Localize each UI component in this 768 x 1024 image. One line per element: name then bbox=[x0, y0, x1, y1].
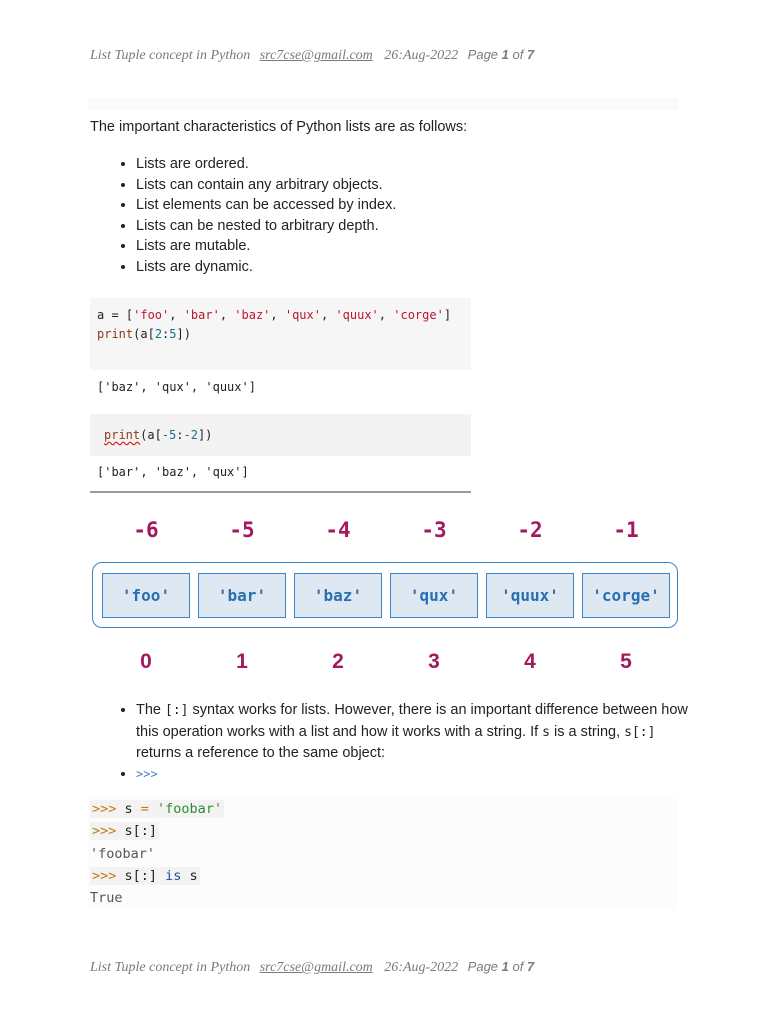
header-date: 26:Aug-2022 bbox=[384, 48, 459, 63]
footer-page-number: Page 1 of 7 bbox=[467, 959, 535, 974]
code-output-2: ['bar', 'baz', 'qux'] bbox=[97, 465, 249, 479]
repl-line: >>> s = 'foobar' bbox=[92, 801, 223, 817]
list-item: • Lists are ordered. bbox=[136, 154, 396, 175]
list-item: • List elements can be accessed by index. bbox=[136, 195, 396, 216]
repl-line: >>> s[:] is s bbox=[92, 868, 198, 884]
negative-index-label: -1 bbox=[613, 518, 639, 542]
divider bbox=[90, 491, 471, 493]
list-item: • Lists are dynamic. bbox=[136, 257, 396, 278]
repl-block bbox=[88, 798, 678, 910]
repl-output: 'foobar' bbox=[90, 846, 156, 862]
page-footer bbox=[90, 959, 730, 976]
list-item: • The [:] syntax works for lists. However, there is an important difference between how this operation works with a list and how it works with a string. If s is a string, s[:] returns a reference to the same object: bbox=[136, 700, 696, 764]
characteristics-list bbox=[90, 154, 396, 277]
header-email[interactable]: src7cse@gmail.com bbox=[259, 48, 373, 63]
code-block-slice bbox=[90, 298, 471, 370]
code-line-assign: a = ['foo', 'bar', 'baz', 'qux', 'quux', 'corge'] bbox=[97, 308, 452, 322]
positive-index-label: 1 bbox=[236, 650, 248, 673]
list-item: • Lists can be nested to arbitrary depth. bbox=[136, 216, 396, 237]
notes-list bbox=[90, 700, 696, 784]
code-block-negative-slice bbox=[90, 414, 471, 456]
list-cell: 'quux' bbox=[486, 573, 574, 618]
positive-index-label: 2 bbox=[332, 650, 344, 673]
list-index-diagram bbox=[92, 516, 680, 676]
list-cell: 'corge' bbox=[582, 573, 670, 618]
code-line-print-negative: print(a[-5:-2]) bbox=[104, 428, 213, 442]
list-item: • >>> bbox=[136, 764, 696, 785]
negative-index-label: -3 bbox=[421, 518, 447, 542]
negative-index-label: -6 bbox=[133, 518, 159, 542]
code-output-1: ['baz', 'qux', 'quux'] bbox=[97, 380, 256, 394]
intro-band bbox=[88, 98, 678, 110]
footer-title: List Tuple concept in Python bbox=[90, 960, 251, 975]
code-line-print: print(a[2:5]) bbox=[97, 327, 191, 341]
repl-line: >>> s[:] bbox=[92, 823, 158, 839]
list-cell: 'qux' bbox=[390, 573, 478, 618]
negative-index-label: -5 bbox=[229, 518, 255, 542]
negative-index-label: -4 bbox=[325, 518, 351, 542]
list-cell: 'baz' bbox=[294, 573, 382, 618]
footer-email[interactable]: src7cse@gmail.com bbox=[259, 960, 373, 975]
repl-output: True bbox=[90, 890, 123, 906]
header-page-number: Page 1 of 7 bbox=[467, 47, 535, 62]
positive-index-label: 4 bbox=[524, 650, 536, 673]
positive-index-label: 5 bbox=[620, 650, 632, 673]
list-item: • Lists are mutable. bbox=[136, 236, 396, 257]
header-title: List Tuple concept in Python bbox=[90, 48, 251, 63]
list-cell: 'foo' bbox=[102, 573, 190, 618]
intro-text: The important characteristics of Python lists are as follows: bbox=[90, 119, 468, 135]
negative-index-label: -2 bbox=[517, 518, 543, 542]
positive-index-label: 0 bbox=[140, 650, 152, 673]
positive-index-label: 3 bbox=[428, 650, 440, 673]
list-item: • Lists can contain any arbitrary objects. bbox=[136, 175, 396, 196]
page-header bbox=[90, 47, 730, 64]
list-cell: 'bar' bbox=[198, 573, 286, 618]
footer-date: 26:Aug-2022 bbox=[384, 960, 459, 975]
